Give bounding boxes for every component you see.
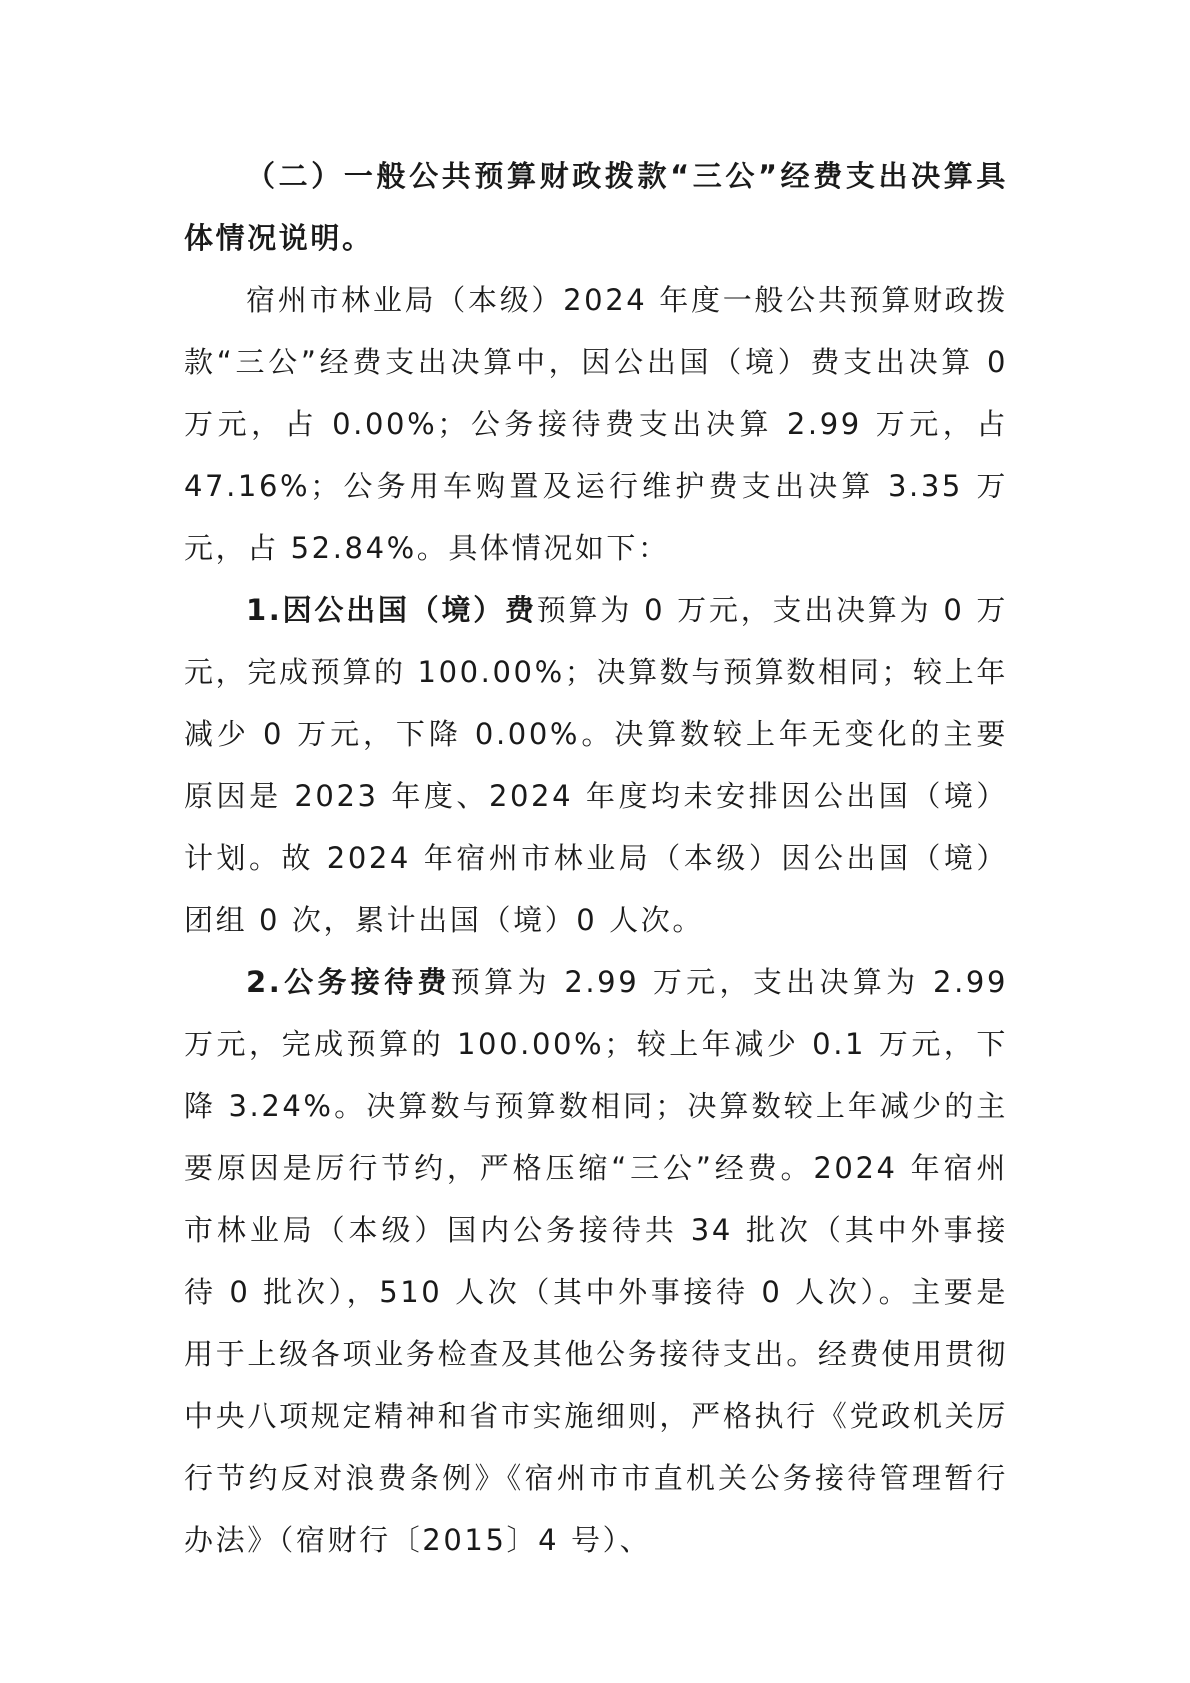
item-paragraph-overseas — [184, 579, 1008, 951]
summary-paragraph: 宿州市林业局（本级）2024 年度一般公共预算财政拨款“三公”经费支出决算中，因公出国（境）费支出决算 0 万元，占 0.00%；公务接待费支出决算 2.99 万元，占 47.16%；公务用车购置及运行维护费支出决算 3.35 万元，占 52.84%。具体情况如下： — [184, 283, 1008, 565]
document-page — [184, 145, 1008, 1571]
section-heading: （二）一般公共预算财政拨款“三公”经费支出决算具体情况说明。 — [184, 159, 1008, 255]
item-text-reception: 预算为 2.99 万元，支出决算为 2.99 万元，完成预算的 100.00%；较上年减少 0.1 万元，下降 3.24%。决算数与预算数相同；决算数较上年减少的主要原因是厉行节约，严格压缩“三公”经费。2024 年宿州市林业局（本级）国内公务接待共 34 批次（其中外事接待 0 批次），510 人次（其中外事接待 0 人次）。主要是用于上级各项业务检查及其他公务接待支出。经费使用贯彻中央八项规定精神和省市实施细则，严格执行《党政机关厉行节约反对浪费条例》《宿州市市直机关公务接待管理暂行办法》（宿财行〔2015〕4 号）、 — [184, 965, 1008, 1557]
item-title-reception: 2.公务接待费 — [246, 965, 451, 999]
item-title-overseas: 1.因公出国（境）费 — [246, 593, 537, 627]
item-text-overseas: 预算为 0 万元，支出决算为 0 万元，完成预算的 100.00%；决算数与预算数相同；较上年减少 0 万元，下降 0.00%。决算数较上年无变化的主要原因是 2023 年度、2024 年度均未安排因公出国（境）计划。故 2024 年宿州市林业局（本级）因公出国（境）团组 0 次，累计出国（境）0 人次。 — [184, 593, 1008, 937]
item-paragraph-reception — [184, 951, 1008, 1571]
